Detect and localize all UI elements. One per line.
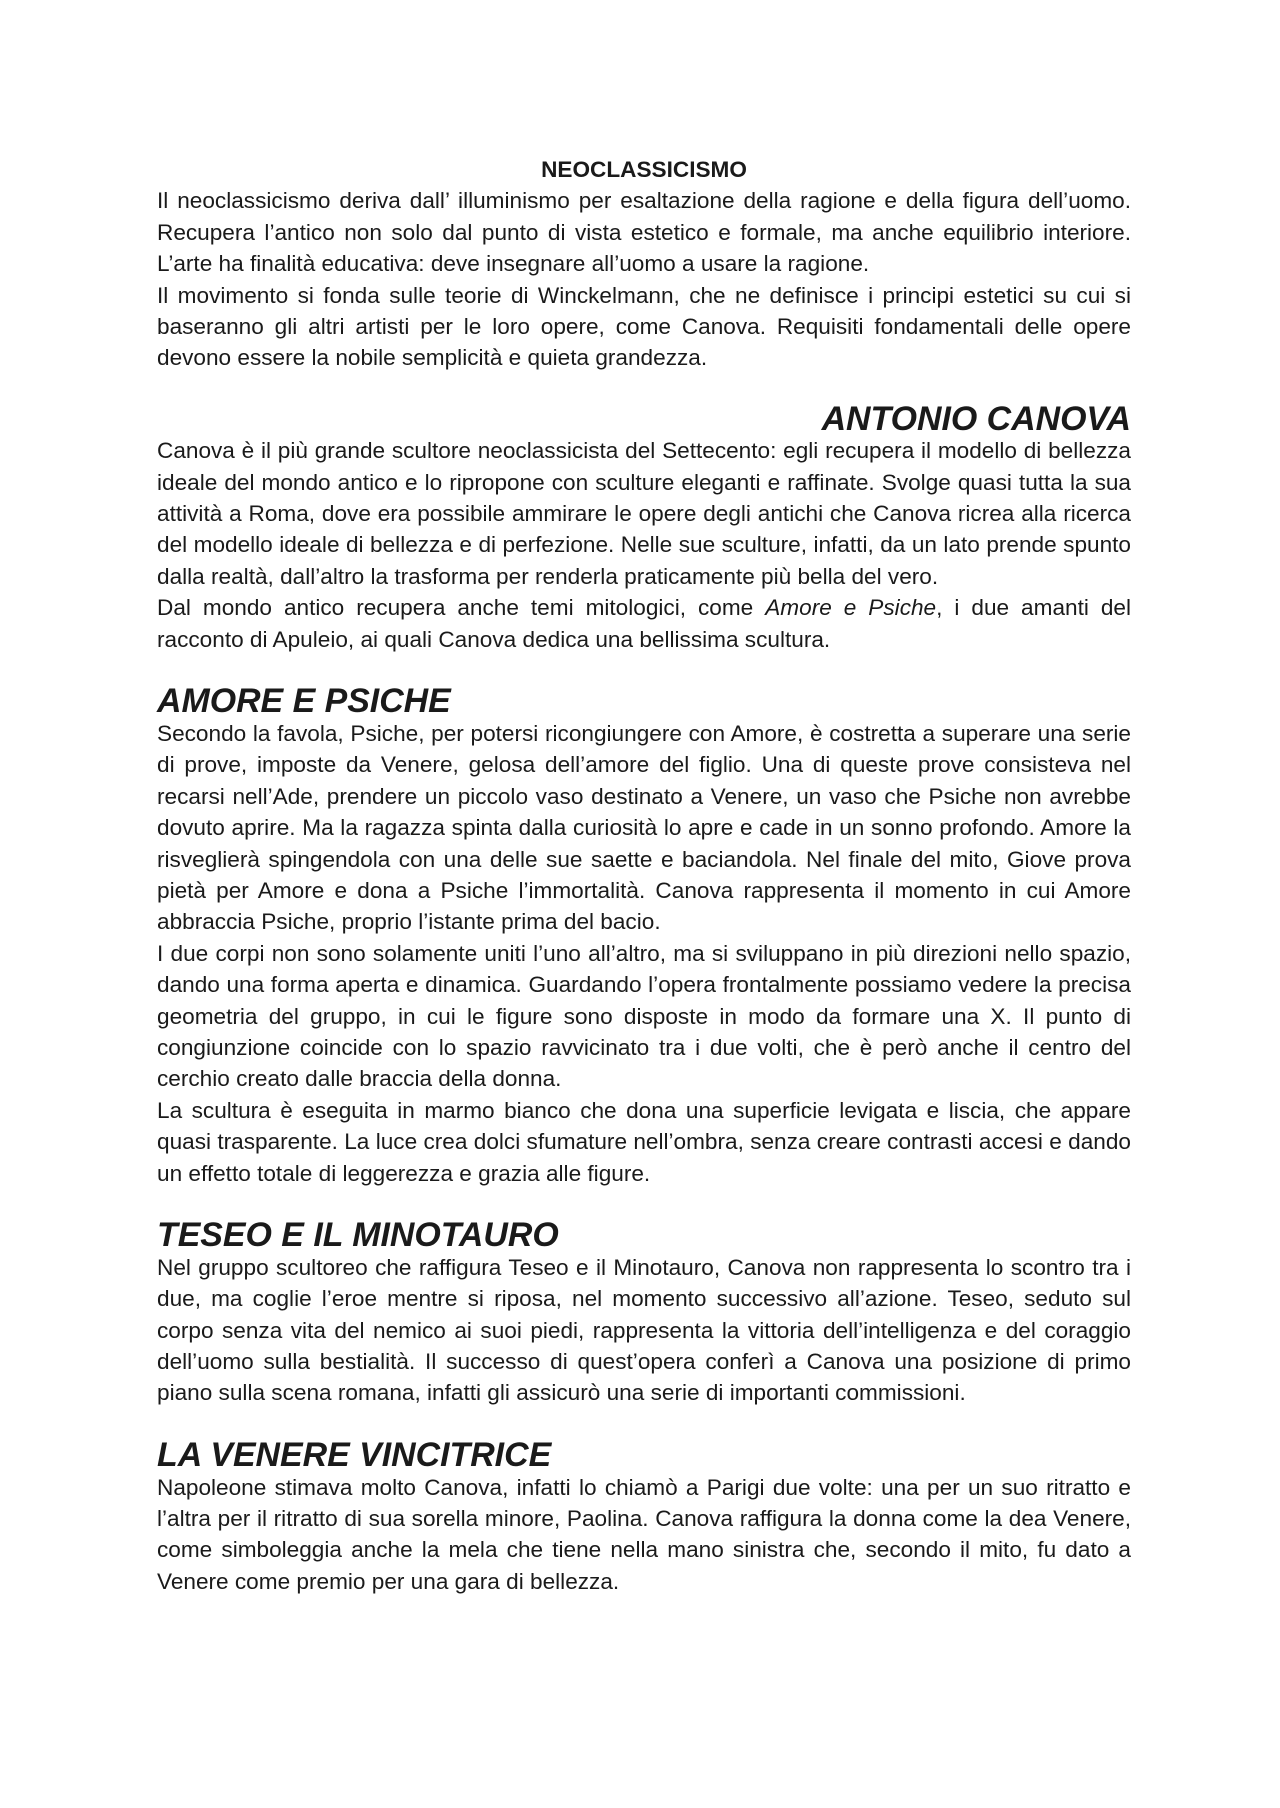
canova-p2-text-after: , i due amanti del racconto di Apuleio, ai quali Canova dedica una bellissima scultura. [157, 595, 1132, 652]
intro-paragraph-2: Il movimento si fonda sulle teorie di Winckelmann, che ne definisce i principi estetici su cui si baseranno gli altri artisti per le loro opere, come Canova. Requisiti fondamentali delle opere devono essere la nobile semplicità e quieta grandezza. [157, 282, 1131, 371]
section-heading-amore-psiche: AMORE E PSICHE [157, 682, 451, 721]
section-heading-venere: LA VENERE VINCITRICE [157, 1436, 552, 1475]
document-page [157, 154, 1131, 1597]
canova-paragraph-2 [157, 592, 1131, 655]
teseo-paragraph-1: Nel gruppo scultoreo che raffigura Teseo e il Minotauro, Canova non rappresenta lo scontro tra i due, ma coglie l’eroe mentre si riposa, nel momento successivo all’azione. Teseo, seduto sul corpo senza vita del nemico ai suoi piedi, rappresenta la vittoria dell’intelligenza e del coraggio dell’uomo sulla bestialità. Il successo di quest’opera conferì a Canova una posizione di primo piano sulla scena romana, infatti gli assicurò una serie di importanti commissioni. [157, 1254, 1131, 1406]
section-heading-canova: ANTONIO CANOVA [821, 399, 1131, 438]
venere-paragraph-1: Napoleone stimava molto Canova, infatti lo chiamò a Parigi due volte: una per un suo ritratto e l’altra per il ritratto di sua sorella minore, Paolina. Canova raffigura la donna come la dea Venere, come simboleggia anche la mela che tiene nella mano sinistra che, secondo il mito, fu dato a Venere come premio per una gara di bellezza. [157, 1474, 1131, 1594]
canova-p2-italic-title: Amore e Psiche [765, 595, 937, 621]
amore-psiche-paragraph-3: La scultura è eseguita in marmo bianco che dona una superficie levigata e liscia, che appare quasi trasparente. La luce crea dolci sfumature nell’ombra, senza creare contrasti accesi e dando un effetto totale di leggerezza e grazia alle figure. [157, 1097, 1131, 1186]
canova-p2-text-before: Dal mondo antico recupera anche temi mitologici, come [157, 595, 766, 621]
intro-paragraph-1: Il neoclassicismo deriva dall’ illuminismo per esaltazione della ragione e della figura dell’uomo. Recupera l’antico non solo dal punto di vista estetico e formale, ma anche equilibrio interiore. L’arte ha finalità educativa: deve insegnare all’uomo a usare la ragione. [157, 188, 1131, 277]
canova-paragraph-1: Canova è il più grande scultore neoclassicista del Settecento: egli recupera il modello di bellezza ideale del mondo antico e lo ripropone con sculture eleganti e raffinate. Svolge quasi tutta la sua attività a Roma, dove era possibile ammirare le opere degli antichi che Canova ricrea alla ricerca del modello ideale di bellezza e di perfezione. Nelle sue sculture, infatti, da un lato prende spunto dalla realtà, dall’altro la trasforma per renderla praticamente più bella del vero. [157, 438, 1131, 589]
amore-psiche-paragraph-1: Secondo la favola, Psiche, per potersi ricongiungere con Amore, è costretta a superare una serie di prove, imposte da Venere, gelosa dell’amore del figlio. Una di queste prove consisteva nel recarsi nell’Ade, prendere un piccolo vaso destinato a Venere, un vaso che Psiche non avrebbe dovuto aprire. Ma la ragazza spinta dalla curiosità lo apre e cade in un sonno profondo. Amore la risveglierà spingendola con una delle sue saette e baciandola. Nel finale del mito, Giove prova pietà per Amore e dona a Psiche l’immortalità. Canova rappresenta il momento in cui Amore abbraccia Psiche, proprio l’istante prima del bacio. [157, 720, 1131, 935]
section-heading-teseo: TESEO E IL MINOTAURO [157, 1216, 559, 1255]
document-title: NEOCLASSICISMO [541, 157, 747, 182]
amore-psiche-paragraph-2: I due corpi non sono solamente uniti l’uno all’altro, ma si sviluppano in più direzioni nello spazio, dando una forma aperta e dinamica. Guardando l’opera frontalmente possiamo vedere la precisa geometria del gruppo, in cui le figure sono disposte in modo da formare una X. Il punto di congiunzione coincide con lo spazio ravvicinato tra i due volti, che è però anche il centro del cerchio creato dalle braccia della donna. [157, 940, 1131, 1092]
